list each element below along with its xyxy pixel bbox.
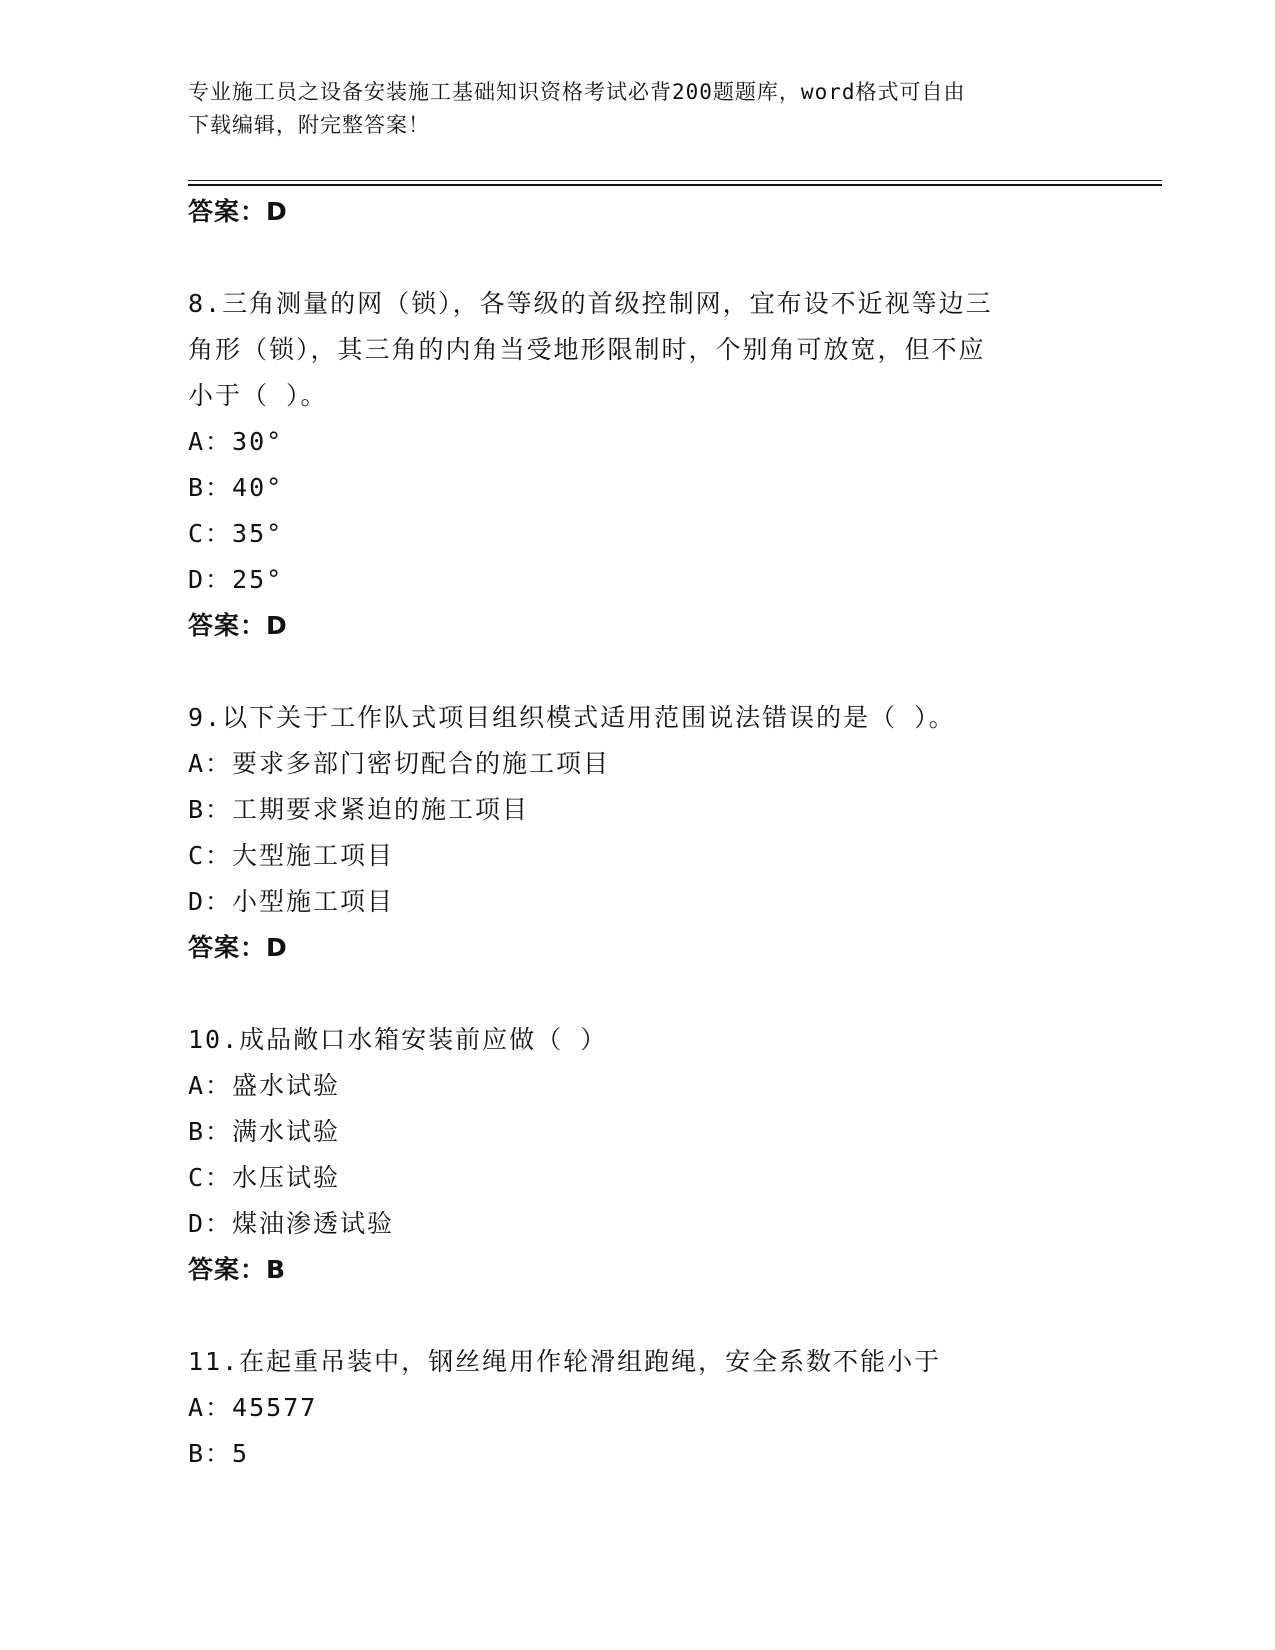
spacer xyxy=(188,1293,1088,1339)
q8-option-a: A：30° xyxy=(188,427,284,456)
question-11 xyxy=(188,1339,1088,1477)
header-divider-thick xyxy=(188,184,1162,186)
q8-stem-line3: 小于（ ）。 xyxy=(188,381,328,410)
q11-option-a: A：45577 xyxy=(188,1393,318,1422)
spacer xyxy=(188,649,1088,695)
spacer xyxy=(188,235,1088,281)
q8-option-b: B：40° xyxy=(188,473,284,502)
q8-answer: 答案：D xyxy=(188,611,288,640)
q9-option-b: B：工期要求紧迫的施工项目 xyxy=(188,795,530,824)
q10-option-b: B：满水试验 xyxy=(188,1117,341,1146)
document-header xyxy=(188,76,1088,142)
q9-stem: 9.以下关于工作队式项目组织模式适用范围说法错误的是（ ）。 xyxy=(188,703,956,732)
header-divider-thin xyxy=(188,180,1162,181)
q10-option-a: A：盛水试验 xyxy=(188,1071,341,1100)
question-10 xyxy=(188,1017,1088,1293)
q10-stem: 10.成品敞口水箱安装前应做（ ） xyxy=(188,1025,608,1054)
header-title-line2: 下载编辑，附完整答案！ xyxy=(188,113,430,137)
q9-answer: 答案：D xyxy=(188,933,288,962)
q8-option-c: C：35° xyxy=(188,519,284,548)
q9-option-a: A：要求多部门密切配合的施工项目 xyxy=(188,749,611,778)
question-9 xyxy=(188,695,1088,971)
q8-option-d: D：25° xyxy=(188,565,284,594)
q8-stem-line1: 8.三角测量的网（锁），各等级的首级控制网，宜布设不近视等边三 xyxy=(188,289,993,318)
spacer xyxy=(188,971,1088,1017)
question-list xyxy=(188,189,1088,1477)
q9-option-c: C：大型施工项目 xyxy=(188,841,395,870)
q10-option-d: D：煤油渗透试验 xyxy=(188,1209,395,1238)
q9-option-d: D：小型施工项目 xyxy=(188,887,395,916)
q8-stem-line2: 角形（锁），其三角的内角当受地形限制时，个别角可放宽，但不应 xyxy=(188,335,986,364)
q11-stem: 11.在起重吊装中，钢丝绳用作轮滑组跑绳，安全系数不能小于 xyxy=(188,1347,942,1376)
question-8 xyxy=(188,281,1088,649)
q10-answer: 答案：B xyxy=(188,1255,287,1284)
q11-option-b: B：5 xyxy=(188,1439,250,1468)
q10-option-c: C：水压试验 xyxy=(188,1163,341,1192)
q7-answer: 答案：D xyxy=(188,197,288,226)
header-title-line1: 专业施工员之设备安装施工基础知识资格考试必背200题题库，word格式可自由 xyxy=(188,80,966,104)
